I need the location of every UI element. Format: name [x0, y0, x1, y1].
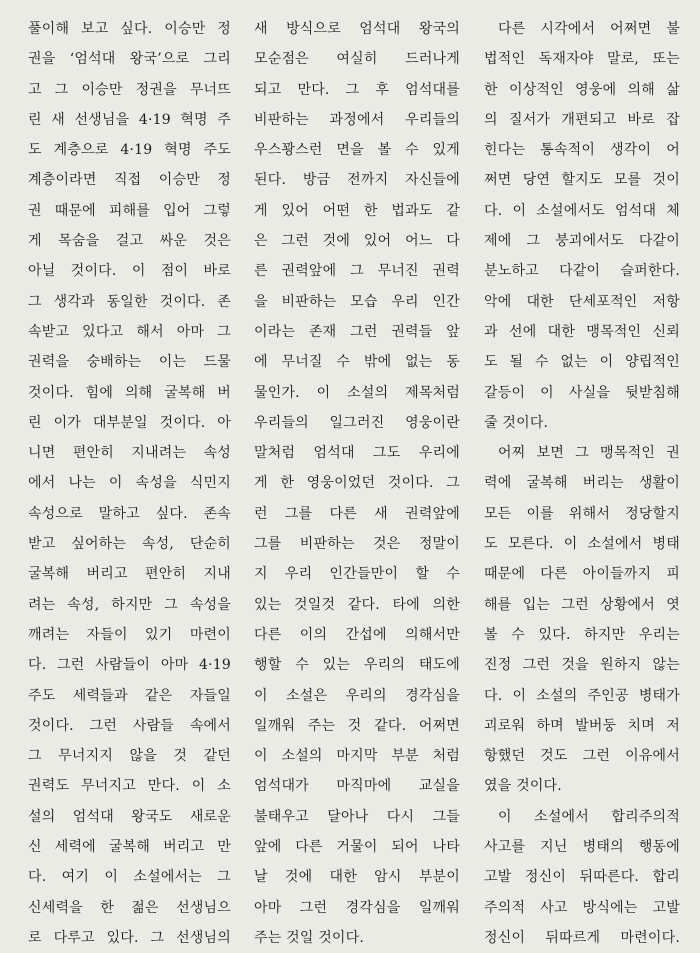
text-line: 그 생각과 동일한 것이다. 존 [28, 293, 231, 310]
text-line: 것이다. 그런 사람들 속에서 [28, 717, 231, 734]
text-line: 정신이 뒤따르게 마련이다. [484, 929, 680, 946]
text-line: 쩌면 당연 할지도 모를 것이 [484, 172, 680, 189]
text-line: 을 비판하는 모습 우리 인간 [254, 293, 460, 310]
text-line: 풀이해 보고 싶다. 이승만 정 [28, 21, 231, 37]
text-line: 그를 비판하는 것은 정말이 [254, 536, 460, 553]
text-line: 다른 이의 간섭에 의해서만 [254, 626, 460, 643]
text-line: 린 새 선생님을 4·19 혁명 주 [28, 111, 231, 128]
text-line: 권을 ‘엄석대 왕국’으로 그리 [28, 51, 231, 68]
text-line: 엄석대가 마직마에 교실을 [254, 778, 460, 795]
text-line: 괴로워 하며 발버둥 치며 저 [484, 717, 680, 734]
text-line: 고발 정신이 뒤따른다. 합리 [484, 869, 680, 886]
text-line: 에서 나는 이 속성을 식민지 [28, 475, 231, 492]
text-line: 권 때문에 피해를 입어 그렇 [28, 202, 231, 219]
text-line: 말처럼 엄석대 그도 우리에 [254, 445, 460, 462]
text-line: 되고 만다. 그 후 엄석대를 [254, 81, 460, 98]
text-line: 힌다는 통속적이 생각이 어 [484, 142, 680, 159]
text-line: 린 이가 대부분일 것이다. 아 [28, 414, 231, 431]
text-line: 때문에 다른 아이들까지 피 [484, 566, 680, 583]
text-line: 제에 그 붕괴에서도 다같이 [484, 233, 680, 250]
text-line: 게 목숨을 걸고 싸운 것은 [28, 233, 231, 250]
text-line: 주는 것일 것이다. [254, 929, 365, 946]
text-line: 지 우리 인간들만이 할 수 [254, 566, 460, 583]
text-line: 이라는 존재 그런 권력들 앞 [254, 323, 460, 340]
text-line: 비판하는 과정에서 우리들의 [254, 111, 460, 128]
text-line: 의 질서가 개편되고 바로 잡 [484, 111, 680, 128]
text-line: 법적인 독재자야 말로, 또는 [484, 51, 680, 68]
text-line: 에 무너질 수 밖에 없는 동 [254, 354, 460, 371]
text-line: 앞에 다른 거물이 되어 나타 [254, 839, 460, 856]
text-line: 아닐 것이다. 이 점이 바로 [28, 263, 231, 280]
text-line: 주의적 사고 방식에는 고발 [484, 899, 680, 916]
text-line: 로 다루고 있다. 그 선생님의 [28, 929, 231, 946]
text-line: 해를 입는 그런 상황에서 엿 [484, 596, 680, 613]
text-line: 우리들의 일그러진 영웅이란 [254, 414, 460, 431]
text-column-3 [484, 14, 680, 953]
text-line: 권력도 무너지고 만다. 이 소 [28, 778, 231, 795]
text-line: 아마 그런 경각심을 일깨워 [254, 899, 460, 916]
text-line: 이 소설에서 합리주의적 [498, 808, 680, 825]
text-line: 날 것에 대한 암시 부분이 [254, 869, 460, 886]
text-line: 이 소설은 우리의 경각심을 [254, 687, 460, 704]
text-line: 있는 것일것 같다. 타에 의한 [254, 596, 460, 613]
text-line: 사고를 지닌 병태의 행동에 [484, 839, 680, 856]
text-line: 다. 이 소설의 주인공 병태가 [484, 687, 680, 704]
text-line: 도 될 수 없는 이 양립적인 [484, 354, 680, 371]
text-line: 신세력을 한 젊은 선생님으 [28, 899, 231, 916]
text-line: 일깨워 주는 것 같다. 어쩌면 [254, 717, 460, 734]
text-line: 고 그 이승만 정권을 무너뜨 [28, 81, 231, 98]
text-line: 받고 싶어하는 속성, 단순히 [28, 536, 231, 553]
text-line: 다른 시각에서 어쩌면 불 [498, 21, 680, 37]
text-line: 다. 그런 사람들이 아마 4·19 [28, 657, 231, 674]
text-line: 그 무너지지 않을 것 같던 [28, 748, 231, 765]
text-line: 런 그를 다른 새 권력앞에 [254, 505, 460, 522]
text-line: 려는 속성, 하지만 그 속성을 [28, 596, 231, 613]
text-line: 다. 이 소설에서도 엄석대 체 [484, 202, 680, 219]
text-line: 깨려는 자들이 있기 마련이 [28, 626, 231, 643]
text-line: 은 그런 것에 있어 어느 다 [254, 233, 460, 250]
text-line: 도 계층으로 4·19 혁명 주도 [28, 142, 231, 159]
text-line: 분노하고 다같이 슬퍼한다. [484, 263, 680, 280]
text-line: 진정 그런 것을 원하지 않는 [484, 657, 680, 674]
text-line: 한 이상적인 영웅에 의해 삶 [484, 81, 680, 98]
text-line: 굴복해 버리고 편안히 지내 [28, 566, 231, 583]
text-line: 속받고 있다고 해서 아마 그 [28, 323, 231, 340]
text-line: 줄 것이다. [484, 414, 549, 431]
text-line: 모순점은 여실히 드러나게 [254, 51, 460, 68]
text-line: 게 한 영웅이었던 것이다. 그 [254, 475, 460, 492]
text-line: 불태우고 달아나 다시 그들 [254, 808, 460, 825]
text-line: 력에 굴복해 버리는 생활이 [484, 475, 680, 492]
text-line: 설의 엄석대 왕국도 새로운 [28, 808, 231, 825]
text-line: 다. 여기 이 소설에서는 그 [28, 869, 231, 886]
text-line: 속성으로 말하고 싶다. 존속 [28, 505, 231, 522]
text-line: 도 모른다. 이 소설에서 병태 [484, 536, 680, 553]
text-line: 니면 편안히 지내려는 속성 [28, 445, 231, 462]
text-line: 과 선에 대한 맹목적인 신뢰 [484, 323, 680, 340]
text-line: 였을 것이다. [484, 778, 562, 795]
text-line: 물인가. 이 소설의 제목처럼 [254, 384, 460, 401]
text-line: 계층이라면 직접 이승만 정 [28, 172, 231, 189]
text-line: 갈등이 이 사실을 뒷받침해 [484, 384, 680, 401]
text-line: 어찌 보면 그 맹목적인 권 [498, 445, 680, 462]
text-column-1 [28, 14, 231, 953]
text-line: 이 소설의 마지막 부분 처럼 [254, 748, 460, 765]
text-line: 볼 수 있다. 하지만 우리는 [484, 626, 680, 643]
text-line: 게 있어 어떤 한 법과도 같 [254, 202, 460, 219]
text-line: 행할 수 있는 우리의 태도에 [254, 657, 460, 674]
text-line: 새 방식으로 엄석대 왕국의 [254, 21, 460, 37]
text-line: 신 세력에 굴복해 버리고 만 [28, 839, 231, 856]
text-line: 항했던 것도 그런 이유에서 [484, 748, 680, 765]
text-line: 주도 세력들과 같은 자들일 [28, 687, 231, 704]
text-line: 른 권력앞에 그 무너진 권력 [254, 263, 460, 280]
text-line: 우스꽝스런 면을 볼 수 있게 [254, 142, 460, 159]
text-line: 것이다. 힘에 의해 굴복해 버 [28, 384, 231, 401]
text-line: 모든 이를 위해서 정당할지 [484, 505, 680, 522]
text-column-2 [254, 14, 460, 953]
text-line: 된다. 방금 전까지 자신들에 [254, 172, 460, 189]
text-line: 악에 대한 단세포적인 저항 [484, 293, 680, 310]
text-line: 권력을 숭배하는 이는 드물 [28, 354, 231, 371]
